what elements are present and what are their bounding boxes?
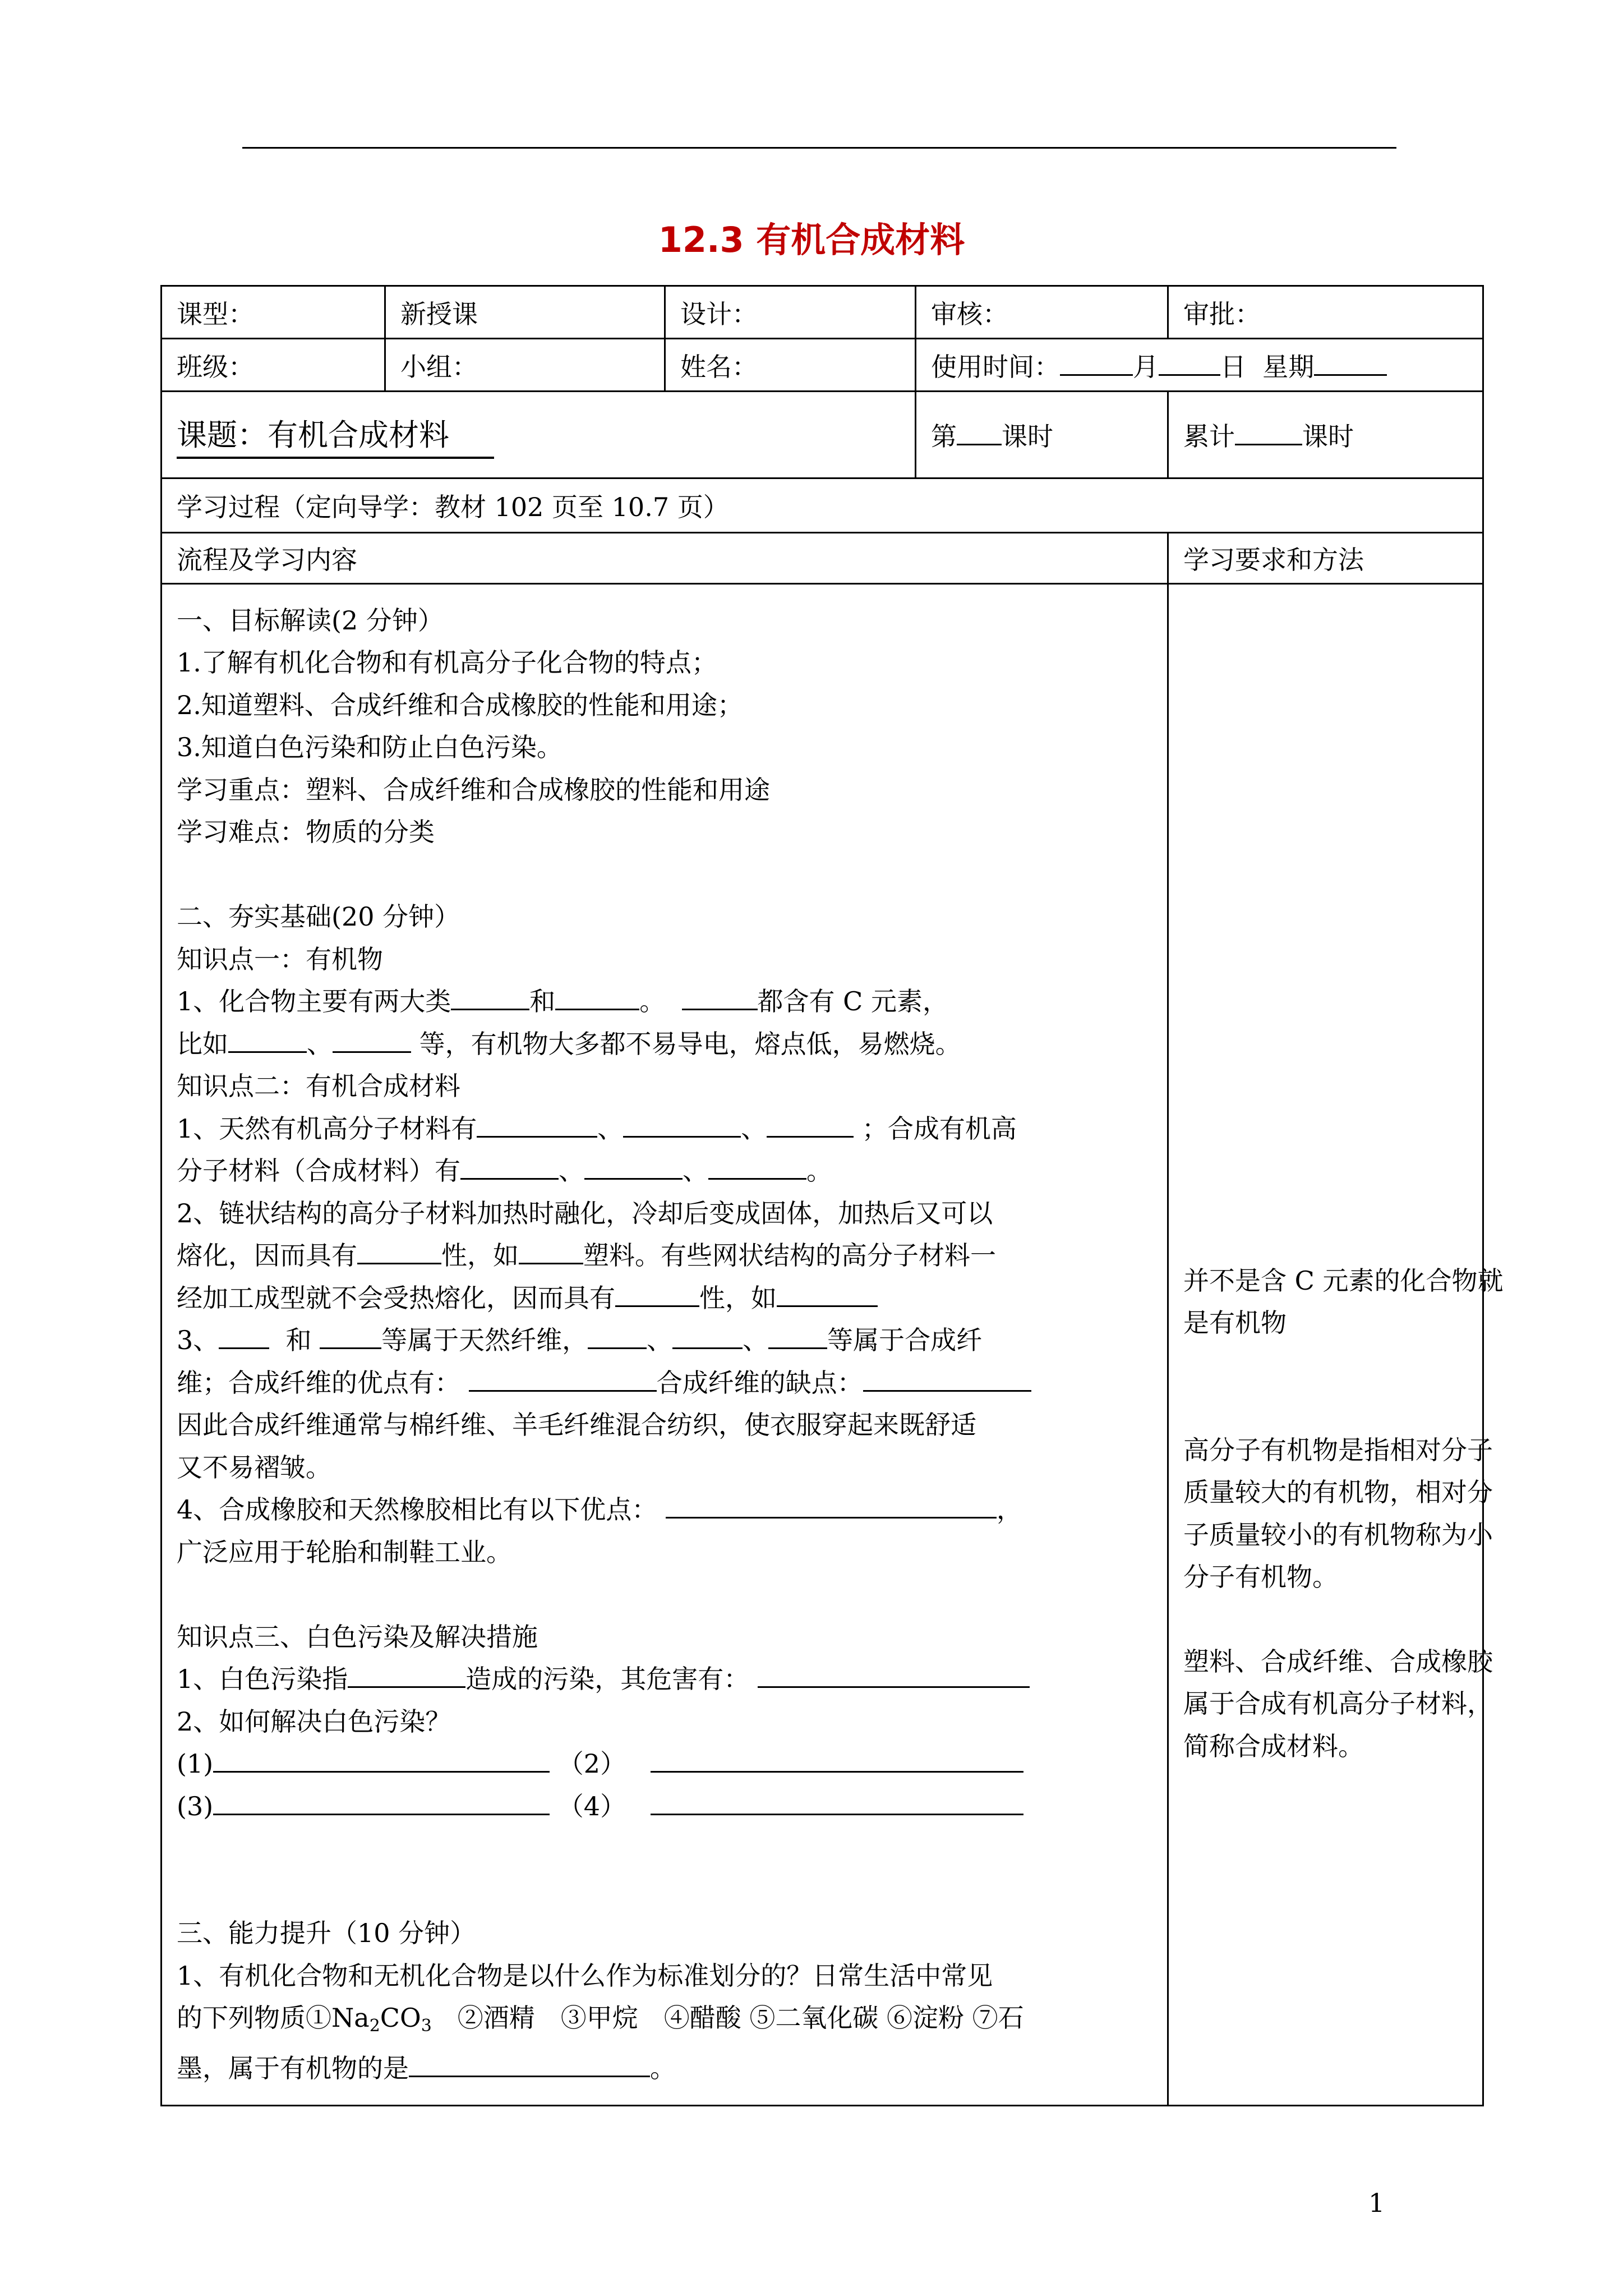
blank[interactable] xyxy=(666,1491,997,1519)
knowledge-2-line-8: 因此合成纤维通常与棉纤维、羊毛纤维混合纺织，使衣服穿起来既舒适 xyxy=(177,1410,976,1441)
blank[interactable] xyxy=(357,1237,441,1264)
section-3-title: 三、能力提升（10 分钟） xyxy=(177,1918,476,1949)
month-blank[interactable] xyxy=(1060,348,1133,376)
learning-content xyxy=(162,584,1168,2106)
lesson-table xyxy=(160,285,1504,2106)
blank[interactable] xyxy=(409,2050,650,2077)
blank[interactable] xyxy=(348,1660,465,1688)
session-suffix: 课时 xyxy=(1002,421,1053,452)
approve-label: 审批： xyxy=(1168,286,1483,339)
blank[interactable] xyxy=(777,1280,878,1307)
note-3-line-1: 塑料、合成纤维、合成橡胶 xyxy=(1183,1646,1493,1677)
note-3-line-2: 属于合成有机高分子材料， xyxy=(1183,1688,1493,1719)
group-label: 小组： xyxy=(385,339,665,392)
blank[interactable] xyxy=(863,1364,1031,1392)
note-2-line-1: 高分子有机物是指相对分子 xyxy=(1183,1434,1493,1465)
lesson-type-value: 新授课 xyxy=(385,286,665,339)
goal-1: 1.了解有机化合物和有机高分子化合物的特点； xyxy=(177,647,717,678)
header-row-3 xyxy=(162,392,1483,478)
blank[interactable] xyxy=(333,1025,411,1053)
knowledge-2-line-10: 4、合成橡胶和天然橡胶相比有以下优点： ， xyxy=(177,1489,1152,1531)
blank[interactable] xyxy=(615,1280,699,1307)
blank[interactable] xyxy=(555,983,639,1010)
blank[interactable] xyxy=(219,1322,269,1349)
knowledge-3-title: 知识点三、白色污染及解决措施 xyxy=(177,1621,538,1652)
blank[interactable] xyxy=(228,1025,307,1053)
knowledge-2-line-2: 分子材料（合成材料）有 、 、 。 xyxy=(177,1150,1152,1193)
knowledge-1-line-2: 比如 、 等，有机物大多都不易导电，熔点低，易燃烧。 xyxy=(177,1023,1152,1066)
knowledge-2-line-9: 又不易褶皱。 xyxy=(177,1452,331,1483)
blank[interactable] xyxy=(708,1152,806,1180)
blank[interactable] xyxy=(519,1237,583,1264)
lesson-type-label: 课型： xyxy=(162,286,385,339)
blank[interactable] xyxy=(320,1322,381,1349)
option-row-2: (3) （4） xyxy=(177,1786,1152,1828)
knowledge-2-line-3: 2、链状结构的高分子材料加热时融化，冷却后变成固体，加热后又可以 xyxy=(177,1198,993,1228)
blank[interactable] xyxy=(213,1788,550,1815)
session-blank[interactable] xyxy=(957,418,1002,445)
time-label: 使用时间： xyxy=(931,351,1060,382)
process-row xyxy=(162,478,1483,533)
section-2-title: 二、夯实基础(20 分钟） xyxy=(177,901,460,932)
blank[interactable] xyxy=(213,1745,550,1773)
blank[interactable] xyxy=(588,1322,647,1349)
topic-cell xyxy=(162,392,916,478)
note-3-line-3: 简称合成材料。 xyxy=(1183,1731,1364,1761)
blank[interactable] xyxy=(651,1745,1023,1773)
note-2-line-3: 子质量较小的有机物称为小 xyxy=(1183,1519,1493,1550)
column-header-row xyxy=(162,533,1483,584)
col-content-header: 流程及学习内容 xyxy=(162,533,1168,584)
goal-3: 3.知道白色污染和防止白色污染。 xyxy=(177,732,562,763)
week-label: 星期 xyxy=(1262,351,1315,382)
section-3-line-2: 的下列物质$①Na_2CO_3$ ②酒精 ③甲烷 ④醋酸 ⑤二氧化碳 ⑥淀粉 ⑦石 xyxy=(177,2003,1024,2036)
blank[interactable] xyxy=(477,1110,597,1138)
knowledge-2-line-6: 3、 和 等属于天然纤维， 、 、 等属于合成纤 xyxy=(177,1319,1152,1362)
header-row-1 xyxy=(162,286,1483,339)
note-1-line-1: 并不是含 C 元素的化合物就 xyxy=(1183,1265,1504,1296)
blank[interactable] xyxy=(651,1788,1023,1815)
option-row-1: (1) （2） xyxy=(177,1743,1152,1786)
header-row-2 xyxy=(162,339,1483,392)
note-2-line-2: 质量较大的有机物，相对分 xyxy=(1183,1477,1493,1508)
difficulty: 学习难点：物质的分类 xyxy=(177,817,435,848)
session-prefix: 第 xyxy=(931,421,957,452)
week-blank[interactable] xyxy=(1314,348,1387,376)
total-prefix: 累计 xyxy=(1183,421,1235,452)
knowledge-3-line-2: 2、如何解决白色污染？ xyxy=(177,1706,451,1737)
blank[interactable] xyxy=(623,1110,741,1138)
knowledge-2-line-11: 广泛应用于轮胎和制鞋工业。 xyxy=(177,1536,512,1567)
knowledge-3-line-1: 1、白色污染指 造成的污染，其危害有： xyxy=(177,1658,1152,1701)
goal-2: 2.知道塑料、合成纤维和合成橡胶的性能和用途； xyxy=(177,689,743,720)
knowledge-1-line-1: 1、化合物主要有两大类 和 。 都含有 C 元素， xyxy=(177,981,1152,1023)
knowledge-2-line-5: 经加工成型就不会受热熔化，因而具有 性，如 xyxy=(177,1277,1152,1320)
process-text: 学习过程（定向导学：教材 102 页至 10.7 页） xyxy=(162,478,1483,533)
knowledge-2-line-4: 熔化，因而具有 性，如 塑料。有些网状结构的高分子材料一 xyxy=(177,1235,1152,1277)
key-point: 学习重点：塑料、合成纤维和合成橡胶的性能和用途 xyxy=(177,774,770,805)
blank[interactable] xyxy=(469,1364,657,1392)
day-label: 日 xyxy=(1220,351,1246,382)
blank[interactable] xyxy=(758,1660,1030,1688)
knowledge-1-title: 知识点一：有机物 xyxy=(177,944,383,974)
blank[interactable] xyxy=(682,983,758,1010)
blank[interactable] xyxy=(672,1322,743,1349)
blank[interactable] xyxy=(768,1322,827,1349)
method-notes xyxy=(1168,584,1504,2106)
header-rule xyxy=(242,147,1396,149)
blank[interactable] xyxy=(451,983,529,1010)
page-number: 1 xyxy=(1368,2188,1385,2218)
knowledge-2-line-7: 维；合成纤维的优点有： 合成纤维的缺点： xyxy=(177,1362,1152,1405)
usage-time xyxy=(916,339,1483,392)
section-3-line-1: 1、有机化合物和无机化合物是以什么作为标准划分的？日常生活中常见 xyxy=(177,1960,993,1991)
blank[interactable] xyxy=(584,1152,683,1180)
section-1-title: 一、目标解读(2 分钟） xyxy=(177,605,444,636)
review-label: 审核： xyxy=(916,286,1168,339)
note-2-line-4: 分子有机物。 xyxy=(1183,1562,1338,1593)
note-1-line-2: 是有机物 xyxy=(1183,1308,1287,1338)
total-suffix: 课时 xyxy=(1302,421,1354,452)
total-cell xyxy=(1168,392,1483,478)
knowledge-2-line-1: 1、天然有机高分子材料有 、 、 ；合成有机高 xyxy=(177,1108,1152,1151)
day-blank[interactable] xyxy=(1159,348,1220,376)
page-title: 12.3 有机合成材料 xyxy=(658,219,965,260)
col-method-header: 学习要求和方法 xyxy=(1168,533,1483,584)
name-label: 姓名： xyxy=(665,339,916,392)
content-row xyxy=(162,584,1483,2106)
session-cell xyxy=(916,392,1168,478)
section-3-line-3: 墨，属于有机物的是 。 xyxy=(177,2047,1152,2090)
total-blank[interactable] xyxy=(1235,418,1302,445)
design-label: 设计： xyxy=(665,286,916,339)
blank[interactable] xyxy=(767,1110,854,1138)
blank[interactable] xyxy=(460,1152,559,1180)
class-label: 班级： xyxy=(162,339,385,392)
lesson-topic: 课题：有机合成材料 xyxy=(177,411,494,459)
month-label: 月 xyxy=(1133,351,1159,382)
knowledge-2-title: 知识点二：有机合成材料 xyxy=(177,1071,460,1102)
